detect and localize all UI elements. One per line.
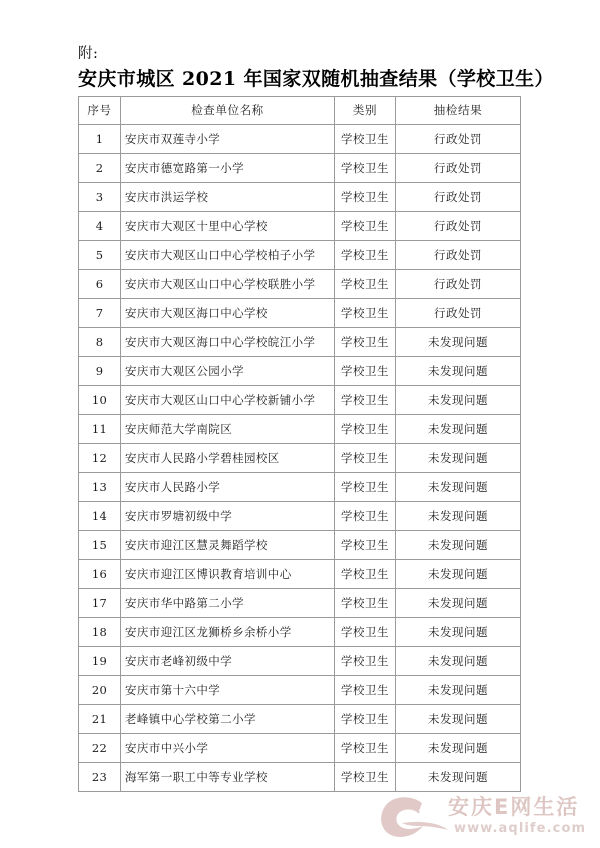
cell-category: 学校卫生 [335, 560, 396, 589]
cell-category: 学校卫生 [335, 589, 396, 618]
column-header-result: 抽检结果 [396, 97, 521, 125]
cell-category: 学校卫生 [335, 212, 396, 241]
cell-unit-name: 安庆市大观区十里中心学校 [121, 212, 335, 241]
cell-category: 学校卫生 [335, 299, 396, 328]
column-header-name: 检查单位名称 [121, 97, 335, 125]
cell-result: 行政处罚 [396, 299, 521, 328]
cell-result: 未发现问题 [396, 531, 521, 560]
table-row [79, 415, 521, 444]
cell-result: 未发现问题 [396, 589, 521, 618]
table-row [79, 357, 521, 386]
cell-index: 9 [79, 357, 121, 386]
cell-index: 2 [79, 154, 121, 183]
cell-category: 学校卫生 [335, 444, 396, 473]
cell-unit-name: 安庆市大观区山口中心学校新铺小学 [121, 386, 335, 415]
cell-index: 23 [79, 763, 121, 792]
table-header-row [79, 97, 521, 125]
cell-result: 行政处罚 [396, 154, 521, 183]
table-row [79, 299, 521, 328]
cell-unit-name: 安庆市罗塘初级中学 [121, 502, 335, 531]
cell-category: 学校卫生 [335, 415, 396, 444]
table-row [79, 705, 521, 734]
cell-category: 学校卫生 [335, 357, 396, 386]
table-row [79, 328, 521, 357]
cell-unit-name: 海军第一职工中等专业学校 [121, 763, 335, 792]
cell-category: 学校卫生 [335, 386, 396, 415]
cell-unit-name: 安庆师范大学南院区 [121, 415, 335, 444]
cell-index: 19 [79, 647, 121, 676]
cell-result: 未发现问题 [396, 618, 521, 647]
cell-result: 未发现问题 [396, 705, 521, 734]
column-header-category: 类别 [335, 97, 396, 125]
table-header [79, 97, 521, 125]
cell-category: 学校卫生 [335, 473, 396, 502]
cell-unit-name: 安庆市老峰初级中学 [121, 647, 335, 676]
cell-index: 12 [79, 444, 121, 473]
table-row [79, 676, 521, 705]
cell-unit-name: 老峰镇中心学校第二小学 [121, 705, 335, 734]
table-row [79, 154, 521, 183]
cell-index: 4 [79, 212, 121, 241]
cell-result: 未发现问题 [396, 444, 521, 473]
cell-category: 学校卫生 [335, 183, 396, 212]
results-table-container [78, 96, 520, 792]
cell-unit-name: 安庆市洪运学校 [121, 183, 335, 212]
cell-index: 16 [79, 560, 121, 589]
cell-index: 21 [79, 705, 121, 734]
cell-result: 未发现问题 [396, 734, 521, 763]
cell-unit-name: 安庆市第十六中学 [121, 676, 335, 705]
cell-unit-name: 安庆市大观区海口中心学校 [121, 299, 335, 328]
cell-result: 未发现问题 [396, 647, 521, 676]
cell-category: 学校卫生 [335, 241, 396, 270]
cell-index: 11 [79, 415, 121, 444]
cell-category: 学校卫生 [335, 705, 396, 734]
cell-unit-name: 安庆市双莲寺小学 [121, 125, 335, 154]
cell-result: 未发现问题 [396, 473, 521, 502]
table-row [79, 473, 521, 502]
table-row [79, 734, 521, 763]
table-row [79, 386, 521, 415]
cell-result: 未发现问题 [396, 328, 521, 357]
cell-unit-name: 安庆市大观区海口中心学校皖江小学 [121, 328, 335, 357]
cell-index: 15 [79, 531, 121, 560]
cell-category: 学校卫生 [335, 763, 396, 792]
cell-unit-name: 安庆市大观区公园小学 [121, 357, 335, 386]
cell-result: 行政处罚 [396, 241, 521, 270]
cell-index: 13 [79, 473, 121, 502]
watermark-url: www.aqlife.com [454, 821, 587, 836]
cell-unit-name: 安庆市人民路小学碧桂园校区 [121, 444, 335, 473]
cell-category: 学校卫生 [335, 676, 396, 705]
cell-unit-name: 安庆市大观区山口中心学校柏子小学 [121, 241, 335, 270]
table-row [79, 270, 521, 299]
cell-category: 学校卫生 [335, 531, 396, 560]
column-header-index: 序号 [79, 97, 121, 125]
cell-index: 14 [79, 502, 121, 531]
cell-category: 学校卫生 [335, 734, 396, 763]
inspection-results-table [78, 96, 521, 792]
cell-category: 学校卫生 [335, 328, 396, 357]
cell-unit-name: 安庆市人民路小学 [121, 473, 335, 502]
cell-category: 学校卫生 [335, 618, 396, 647]
cell-index: 5 [79, 241, 121, 270]
table-row [79, 618, 521, 647]
cell-result: 未发现问题 [396, 357, 521, 386]
cell-unit-name: 安庆市华中路第二小学 [121, 589, 335, 618]
cell-result: 行政处罚 [396, 270, 521, 299]
cell-result: 行政处罚 [396, 125, 521, 154]
cell-result: 行政处罚 [396, 212, 521, 241]
table-row [79, 444, 521, 473]
cell-result: 行政处罚 [396, 183, 521, 212]
cell-unit-name: 安庆市迎江区龙狮桥乡余桥小学 [121, 618, 335, 647]
cell-index: 8 [79, 328, 121, 357]
cell-index: 3 [79, 183, 121, 212]
cell-index: 22 [79, 734, 121, 763]
cell-unit-name: 安庆市迎江区博识教育培训中心 [121, 560, 335, 589]
table-row [79, 647, 521, 676]
cell-unit-name: 安庆市大观区山口中心学校联胜小学 [121, 270, 335, 299]
cell-category: 学校卫生 [335, 270, 396, 299]
cell-result: 未发现问题 [396, 560, 521, 589]
table-row [79, 531, 521, 560]
cell-category: 学校卫生 [335, 502, 396, 531]
cell-result: 未发现问题 [396, 386, 521, 415]
cell-result: 未发现问题 [396, 415, 521, 444]
cell-index: 1 [79, 125, 121, 154]
cell-index: 17 [79, 589, 121, 618]
cell-category: 学校卫生 [335, 154, 396, 183]
cell-unit-name: 安庆市德宽路第一小学 [121, 154, 335, 183]
table-row [79, 560, 521, 589]
cell-result: 未发现问题 [396, 502, 521, 531]
cell-index: 10 [79, 386, 121, 415]
table-row [79, 212, 521, 241]
cell-index: 6 [79, 270, 121, 299]
cell-index: 20 [79, 676, 121, 705]
table-row [79, 763, 521, 792]
watermark-brand: 安庆E网生活 [448, 795, 580, 819]
cell-unit-name: 安庆市迎江区慧灵舞蹈学校 [121, 531, 335, 560]
table-row [79, 183, 521, 212]
attachment-label: 附: [78, 46, 99, 62]
cell-result: 未发现问题 [396, 763, 521, 792]
table-body [79, 125, 521, 792]
cell-category: 学校卫生 [335, 647, 396, 676]
table-row [79, 241, 521, 270]
table-row [79, 502, 521, 531]
cell-index: 18 [79, 618, 121, 647]
table-row [79, 125, 521, 154]
page-title: 安庆市城区 2021 年国家双随机抽查结果（学校卫生） [78, 68, 554, 90]
cell-result: 未发现问题 [396, 676, 521, 705]
site-watermark [378, 792, 590, 844]
cell-unit-name: 安庆市中兴小学 [121, 734, 335, 763]
cell-category: 学校卫生 [335, 125, 396, 154]
letter-e-swoosh-icon [378, 794, 450, 842]
table-row [79, 589, 521, 618]
cell-index: 7 [79, 299, 121, 328]
